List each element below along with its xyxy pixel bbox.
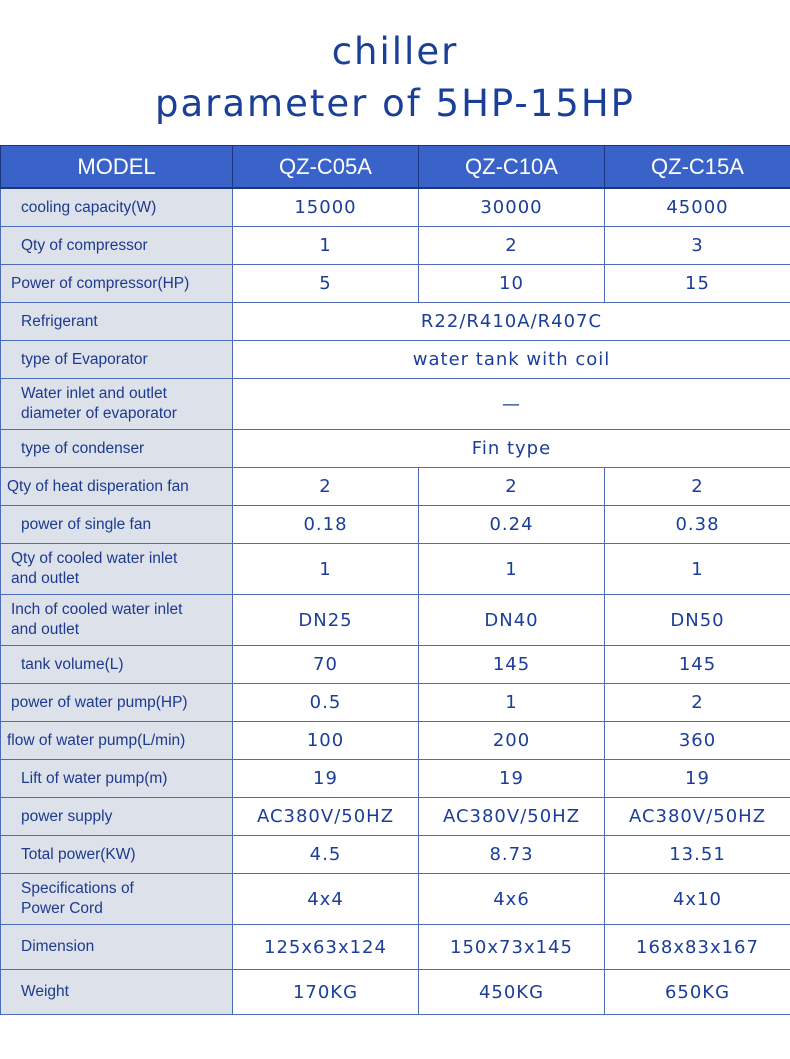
row-label <box>1 595 233 646</box>
row-label: Qty of compressor <box>1 227 233 265</box>
table-row <box>1 430 790 468</box>
cell-value: 650KG <box>605 970 790 1015</box>
header-qz-c15a: QZ-C15A <box>605 146 790 189</box>
row-label-line-1: Specifications of <box>21 880 134 897</box>
spec-table <box>0 145 790 1015</box>
table-row <box>1 303 790 341</box>
cell-value: 0.38 <box>605 506 790 544</box>
cell-value: 360 <box>605 722 790 760</box>
title-line-1: chiller <box>331 30 459 73</box>
cell-value: 1 <box>233 544 419 595</box>
row-label-line-1: Inch of cooled water inlet <box>11 601 183 618</box>
row-label: Qty of heat disperation fan <box>1 468 233 506</box>
row-label-line-1: Water inlet and outlet <box>21 385 167 402</box>
cell-value: AC380V/50HZ <box>605 798 790 836</box>
cell-value: 145 <box>419 646 605 684</box>
row-label-line-1: Qty of cooled water inlet <box>11 550 178 567</box>
table-row <box>1 379 790 430</box>
row-label-line-2: and outlet <box>11 570 80 587</box>
table-row <box>1 265 790 303</box>
row-label <box>1 544 233 595</box>
table-row <box>1 684 790 722</box>
row-label: power of single fan <box>1 506 233 544</box>
cell-value: 30000 <box>419 188 605 227</box>
table-row <box>1 544 790 595</box>
cell-value: 70 <box>233 646 419 684</box>
cell-value: 125x63x124 <box>233 925 419 970</box>
table-row <box>1 874 790 925</box>
cell-value: 0.24 <box>419 506 605 544</box>
row-label-line-2: and outlet <box>11 621 80 638</box>
row-label: Refrigerant <box>1 303 233 341</box>
row-label <box>1 379 233 430</box>
cell-value: 100 <box>233 722 419 760</box>
cell-value: 15 <box>605 265 790 303</box>
table-row <box>1 836 790 874</box>
cell-value: 5 <box>233 265 419 303</box>
cell-value: 3 <box>605 227 790 265</box>
row-label: power of water pump(HP) <box>1 684 233 722</box>
table-row <box>1 925 790 970</box>
cell-value: 145 <box>605 646 790 684</box>
page-title <box>0 26 790 130</box>
cell-value: DN40 <box>419 595 605 646</box>
cell-value: 10 <box>419 265 605 303</box>
table-row <box>1 227 790 265</box>
cell-value: 4x4 <box>233 874 419 925</box>
cell-value: 8.73 <box>419 836 605 874</box>
table-row <box>1 798 790 836</box>
table-row <box>1 188 790 227</box>
table-row <box>1 760 790 798</box>
cell-value: 1 <box>419 684 605 722</box>
row-label: type of Evaporator <box>1 341 233 379</box>
title-line-2: parameter of 5HP-15HP <box>155 82 635 125</box>
row-label: power supply <box>1 798 233 836</box>
cell-value: 200 <box>419 722 605 760</box>
header-model: MODEL <box>1 146 233 189</box>
cell-value: 2 <box>605 684 790 722</box>
cell-value: 2 <box>419 468 605 506</box>
cell-value: 19 <box>233 760 419 798</box>
row-label-line-2: Power Cord <box>21 900 103 917</box>
table-row <box>1 646 790 684</box>
cell-value: 2 <box>233 468 419 506</box>
cell-value: AC380V/50HZ <box>233 798 419 836</box>
table-row <box>1 595 790 646</box>
table-row <box>1 341 790 379</box>
merged-value: R22/R410A/R407C <box>233 303 790 341</box>
cell-value: 45000 <box>605 188 790 227</box>
merged-value: water tank with coil <box>233 341 790 379</box>
cell-value: 4.5 <box>233 836 419 874</box>
merged-value: Fin type <box>233 430 790 468</box>
cell-value: 1 <box>605 544 790 595</box>
cell-value: 19 <box>605 760 790 798</box>
table-row <box>1 506 790 544</box>
table-row <box>1 970 790 1015</box>
cell-value: 4x10 <box>605 874 790 925</box>
cell-value: 2 <box>605 468 790 506</box>
table-row <box>1 468 790 506</box>
cell-value: 168x83x167 <box>605 925 790 970</box>
row-label: flow of water pump(L/min) <box>1 722 233 760</box>
row-label: Total power(KW) <box>1 836 233 874</box>
table-row <box>1 722 790 760</box>
row-label: Dimension <box>1 925 233 970</box>
row-label: cooling capacity(W) <box>1 188 233 227</box>
cell-value: 150x73x145 <box>419 925 605 970</box>
row-label <box>1 874 233 925</box>
header-qz-c10a: QZ-C10A <box>419 146 605 189</box>
cell-value: 1 <box>419 544 605 595</box>
cell-value: 19 <box>419 760 605 798</box>
header-row <box>1 146 790 189</box>
cell-value: 1 <box>233 227 419 265</box>
cell-value: AC380V/50HZ <box>419 798 605 836</box>
row-label: Power of compressor(HP) <box>1 265 233 303</box>
cell-value: 13.51 <box>605 836 790 874</box>
cell-value: 0.18 <box>233 506 419 544</box>
cell-value: 2 <box>419 227 605 265</box>
row-label: Lift of water pump(m) <box>1 760 233 798</box>
merged-value: — <box>233 379 790 430</box>
cell-value: 170KG <box>233 970 419 1015</box>
cell-value: 0.5 <box>233 684 419 722</box>
row-label: type of condenser <box>1 430 233 468</box>
cell-value: DN50 <box>605 595 790 646</box>
header-qz-c05a: QZ-C05A <box>233 146 419 189</box>
row-label-line-2: diameter of evaporator <box>21 405 177 422</box>
row-label: Weight <box>1 970 233 1015</box>
cell-value: 450KG <box>419 970 605 1015</box>
cell-value: DN25 <box>233 595 419 646</box>
cell-value: 15000 <box>233 188 419 227</box>
row-label: tank volume(L) <box>1 646 233 684</box>
cell-value: 4x6 <box>419 874 605 925</box>
